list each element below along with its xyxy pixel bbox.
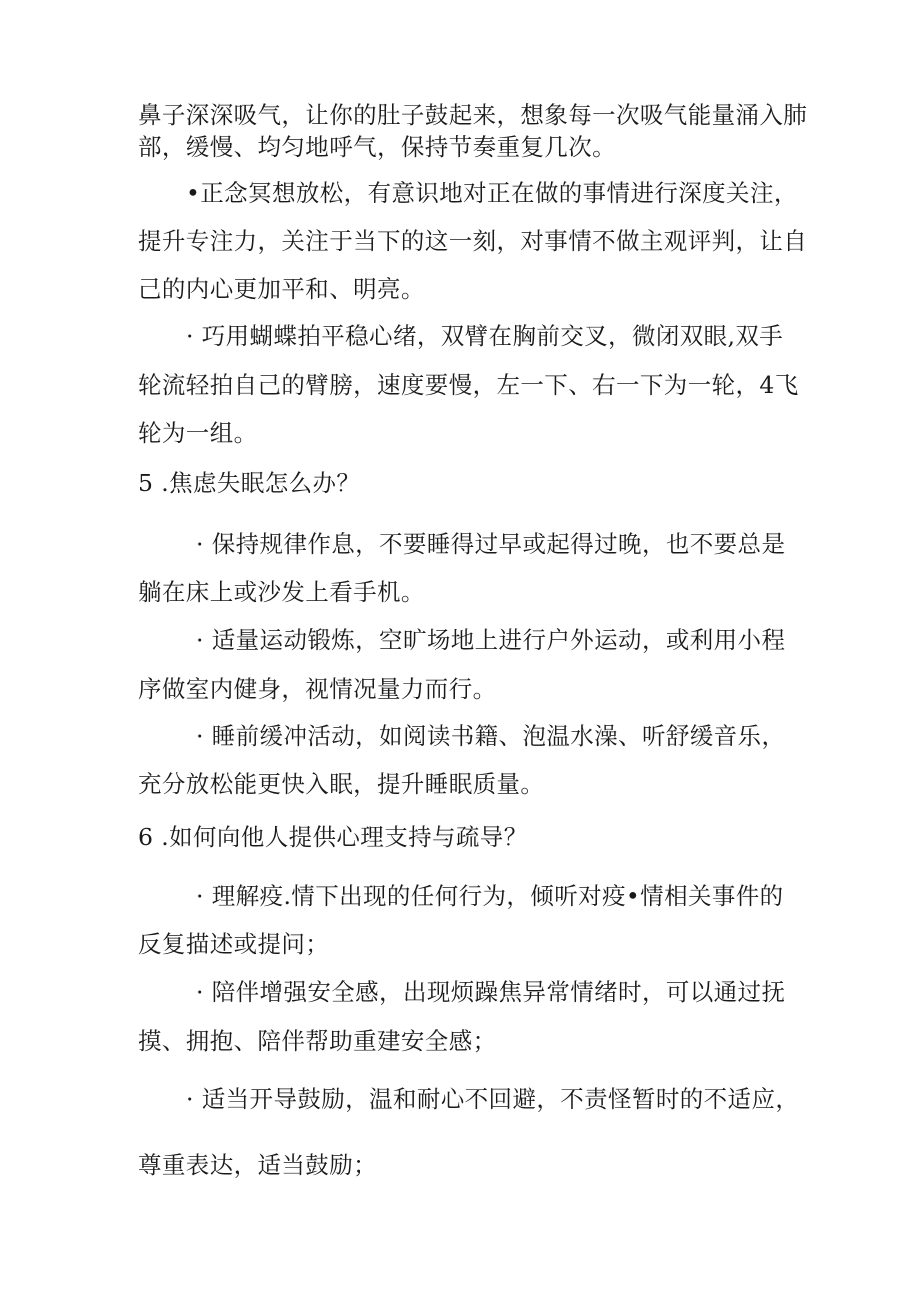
paragraph-line: 序做室内健身，视情况量力而行。: [138, 675, 497, 703]
bullet-line: · 适当开导鼓励，温和耐心不回避，不责怪暂时的不适应，: [186, 1085, 800, 1113]
paragraph-line: 部，缓慢、均匀地呼气，保持节奏重复几次。: [138, 133, 616, 161]
paragraph-line: 轮流轻拍自己的臂膀，速度要慢，左一下、右一下为一轮，4飞: [138, 371, 799, 399]
bullet-line: •正念冥想放松，有意识地对正在做的事情进行深度关注，: [186, 179, 798, 207]
paragraph-line: 提升专注力，关注于当下的这一刻，对事情不做主观评判，让自: [138, 227, 808, 255]
paragraph-line: 尊重表达，适当鼓励；: [138, 1151, 377, 1179]
paragraph-line: 己的内心更加平和、明亮。: [138, 275, 425, 303]
section-heading: 6 .如何向他人提供心理支持与疏导？: [138, 823, 528, 851]
bullet-line: · 陪伴增强安全感，出现烦躁焦异常情绪时，可以通过抚: [196, 978, 786, 1006]
bullet-line: · 理解疫.情下出现的任何行为，倾听对疫•情相关事件的: [196, 882, 784, 910]
bullet-line: · 睡前缓冲活动，如阅读书籍、泡温水澡、听舒缓音乐，: [196, 722, 786, 750]
paragraph-line: 充分放松能更快入眠，提升睡眠质量。: [138, 770, 545, 798]
bullet-line: · 保持规律作息，不要睡得过早或起得过晚，也不要总是: [196, 530, 786, 558]
paragraph-line: 鼻子深深吸气，让你的肚子鼓起来，想象每一次吸气能量涌入肺: [138, 101, 808, 129]
paragraph-line: 轮为一组。: [138, 419, 258, 447]
paragraph-line: 躺在床上或沙发上看手机。: [138, 578, 425, 606]
paragraph-line: 摸、拥抱、陪伴帮助重建安全感；: [138, 1027, 497, 1055]
bullet-line: · 巧用蝴蝶拍平稳心绪，双臂在胸前交叉，微闭双眼,双手: [186, 322, 784, 350]
section-heading: 5 .焦虑失眠怎么办？: [138, 469, 361, 497]
paragraph-line: 反复描述或提问；: [138, 930, 330, 958]
bullet-line: · 适量运动锻炼，空旷场地上进行户外运动，或利用小程: [196, 626, 786, 654]
